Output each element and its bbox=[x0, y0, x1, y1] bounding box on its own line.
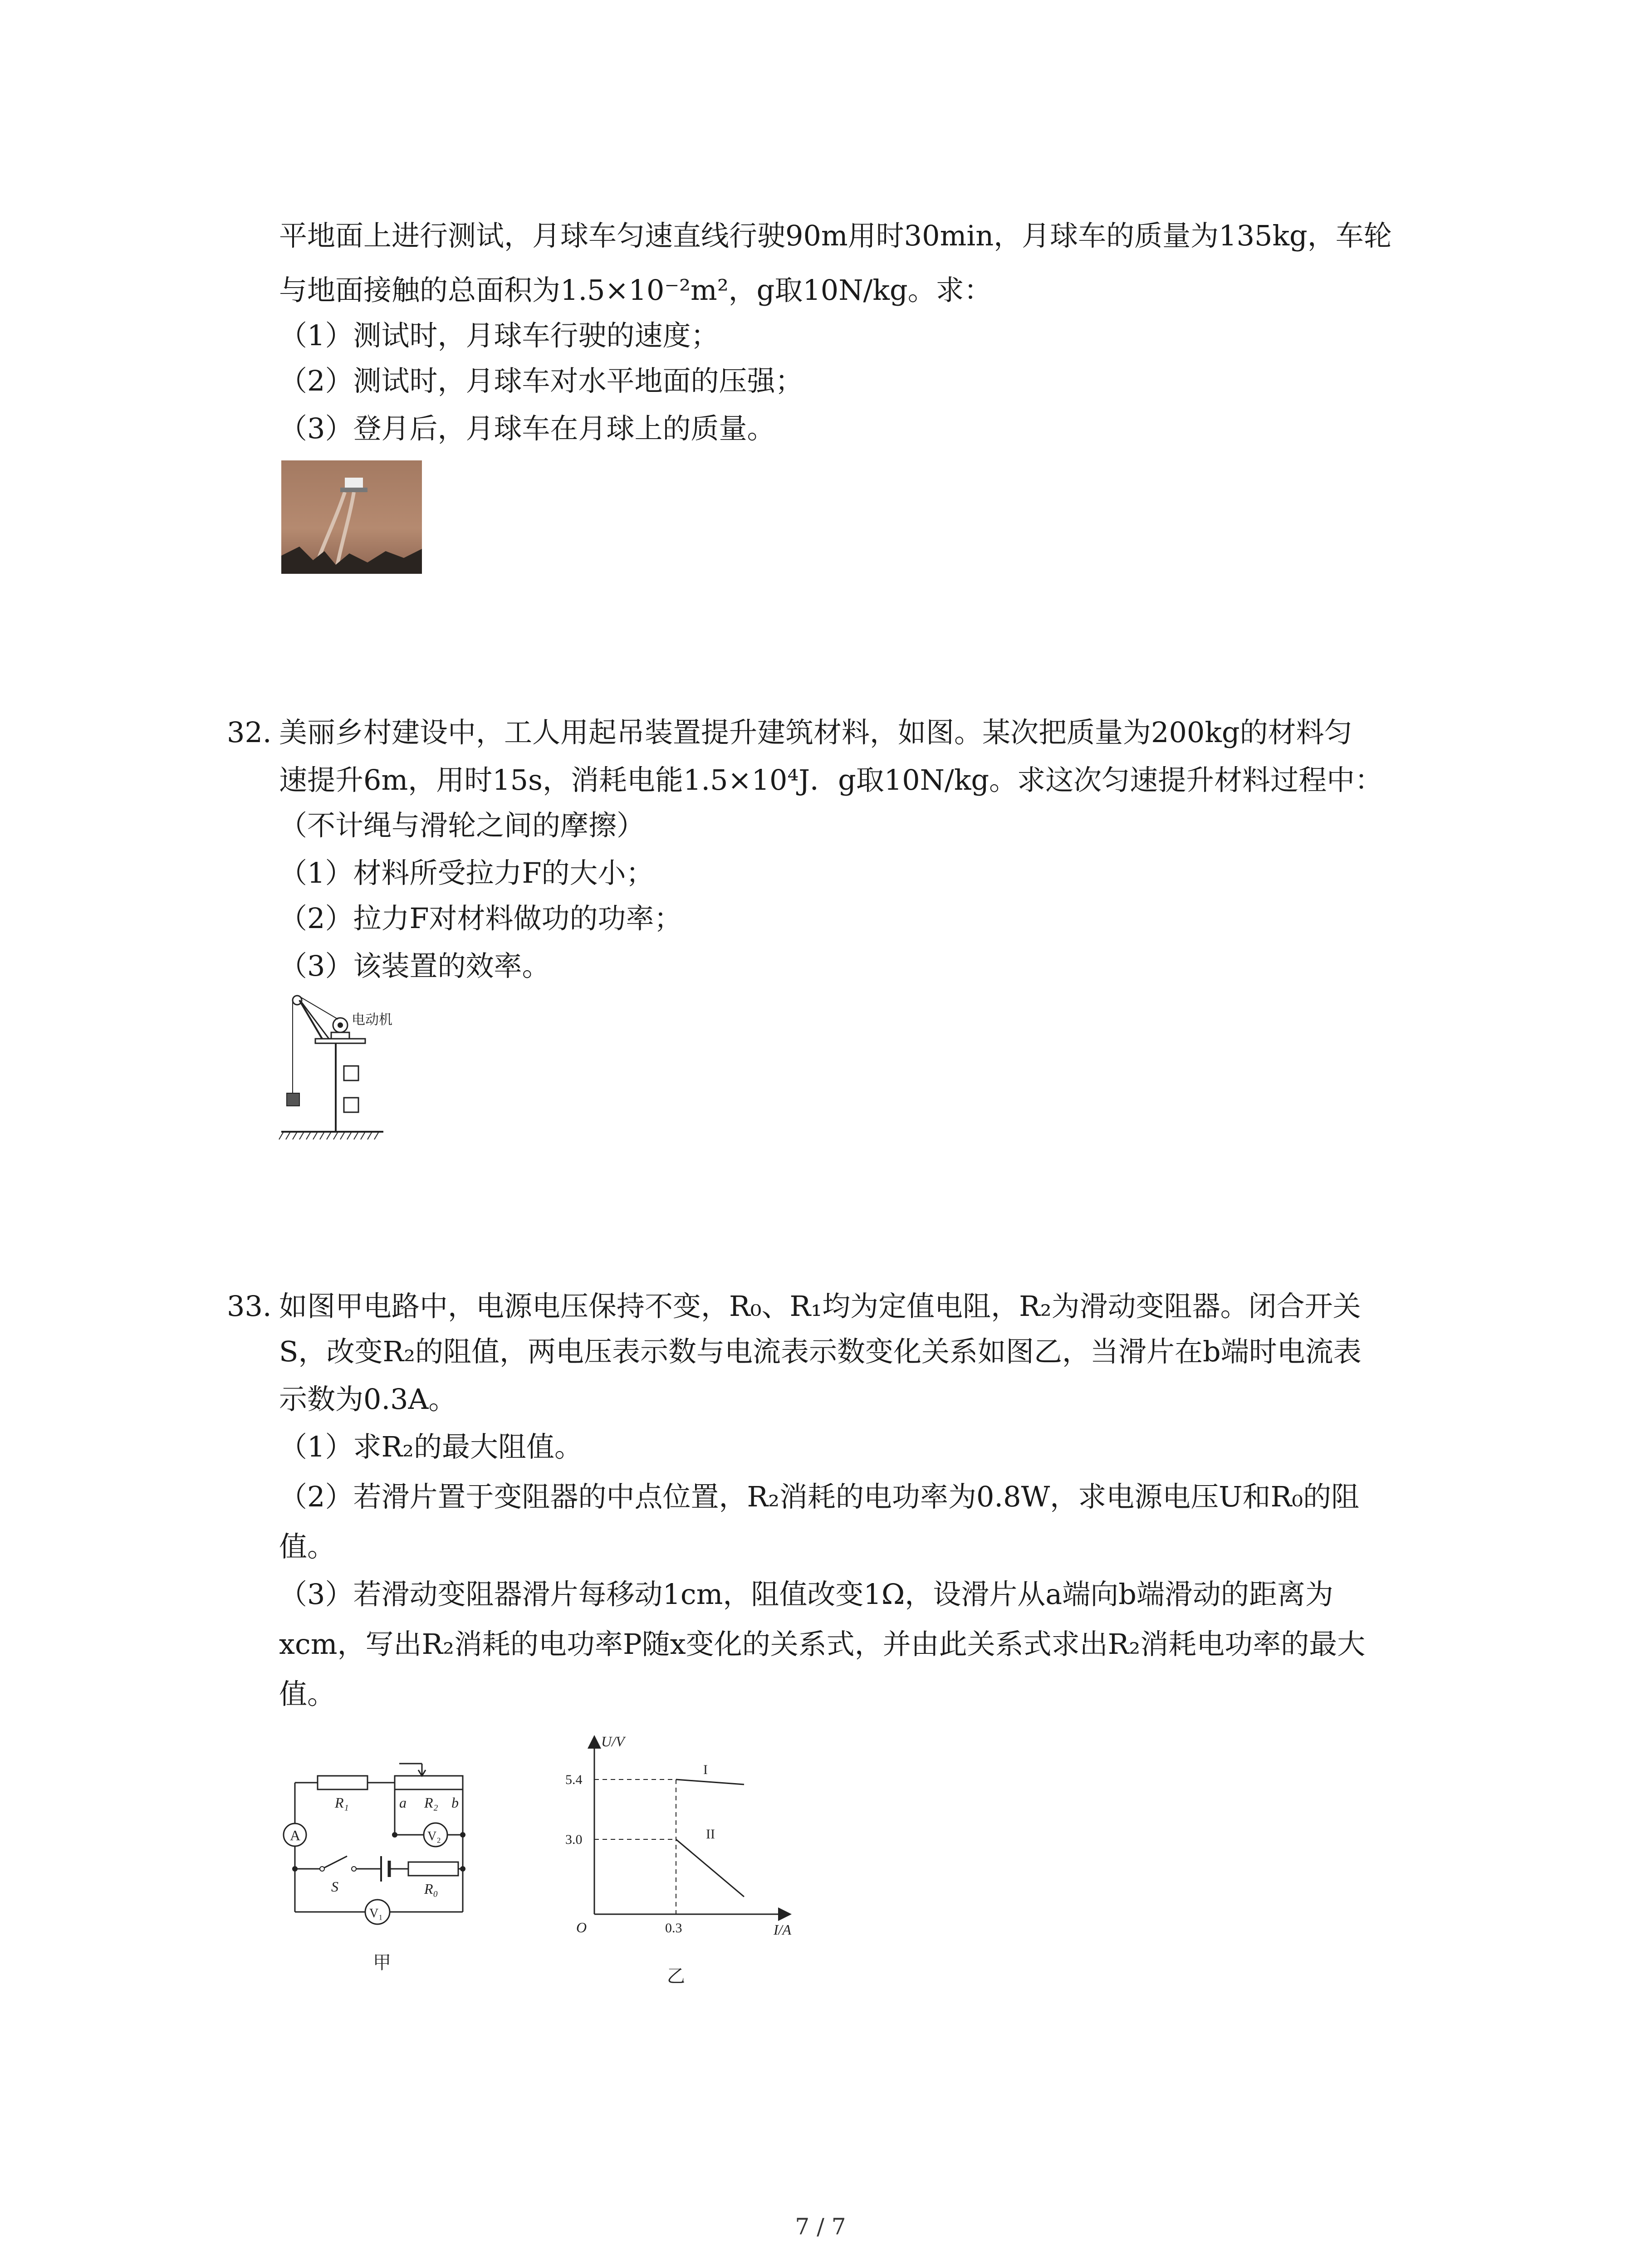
switch-label: S bbox=[331, 1878, 338, 1895]
problem-33-number: 33. bbox=[227, 1290, 272, 1323]
problem-31-line-3: （1）测试时，月球车行驶的速度； bbox=[279, 319, 719, 352]
problem-32-line-3: （不计绳与滑轮之间的摩擦） bbox=[279, 809, 645, 842]
problem-32-line-2: 速提升6m，用时15s，消耗电能1.5×10⁴J．g取10N/kg。求这次匀速提升材料过程中： bbox=[279, 763, 1383, 797]
circuit-caption: 甲 bbox=[373, 1952, 391, 1973]
problem-32-line-6: （3）该装置的效率。 bbox=[279, 949, 550, 982]
motor-label: 电动机 bbox=[352, 1012, 392, 1028]
problem-33-line-3: 示数为0.3A。 bbox=[279, 1383, 457, 1416]
label-R1: R₁ bbox=[335, 1794, 349, 1811]
lunar-rover-photo bbox=[281, 460, 422, 576]
problem-31-line-2: 与地面接触的总面积为1.5×10⁻²m²，g取10N/kg。求： bbox=[279, 274, 992, 307]
graph-caption: 乙 bbox=[667, 1966, 685, 1987]
problem-31-line-1: 平地面上进行测试，月球车匀速直线行驶90m用时30min，月球车的质量为135kg，车轮 bbox=[279, 219, 1392, 252]
x-tick-label: 0.3 bbox=[665, 1921, 682, 1936]
problem-32-line-1: 美丽乡村建设中，工人用起吊装置提升建筑材料，如图。某次把质量为200kg的材料匀 bbox=[279, 716, 1352, 749]
problem-32-line-4: （1）材料所受拉力F的大小； bbox=[279, 856, 654, 890]
problem-33-line-8: xcm，写出R₂消耗的电功率P随x变化的关系式，并由此关系式求出R₂消耗电功率的最大 bbox=[279, 1628, 1366, 1661]
y-axis-label: U/V bbox=[601, 1733, 625, 1750]
problem-33-line-9: 值。 bbox=[279, 1677, 336, 1711]
voltmeter-2-label: V₂ bbox=[427, 1829, 441, 1843]
problem-33-line-7: （3）若滑动变阻器滑片每移动1cm，阻值改变1Ω，设滑片从a端向b端滑动的距离为 bbox=[279, 1578, 1333, 1611]
y-tick-label: 5.4 bbox=[565, 1772, 583, 1787]
ammeter-label: A bbox=[290, 1827, 301, 1843]
label-b: b bbox=[451, 1794, 459, 1811]
problem-33-line-1: 如图甲电路中，电源电压保持不变，R₀、R₁均为定值电阻，R₂为滑动变阻器。闭合开关 bbox=[279, 1290, 1361, 1323]
problem-33-line-2: S，改变R₂的阻值，两电压表示数与电流表示数变化关系如图乙，当滑片在b端时电流表 bbox=[279, 1335, 1362, 1368]
voltage-current-graph bbox=[558, 1733, 812, 1993]
crane-figure bbox=[272, 993, 417, 1149]
voltmeter-1-label: V₁ bbox=[369, 1906, 383, 1921]
origin-label: O bbox=[576, 1919, 587, 1936]
series-line-2 bbox=[676, 1839, 744, 1897]
circuit-diagram bbox=[272, 1755, 508, 1993]
y-tick-label: 3.0 bbox=[565, 1832, 583, 1847]
problem-31-line-5: （3）登月后，月球车在月球上的质量。 bbox=[279, 412, 775, 445]
problem-33-line-4: （1）求R₂的最大阻值。 bbox=[279, 1430, 583, 1463]
series-II-label: II bbox=[706, 1827, 715, 1842]
label-a: a bbox=[399, 1794, 407, 1811]
page-number: 7 / 7 bbox=[795, 2214, 846, 2240]
series-I-label: I bbox=[703, 1762, 708, 1777]
label-R0: R₀ bbox=[424, 1881, 438, 1897]
label-R2: R₂ bbox=[424, 1794, 438, 1811]
problem-33-line-6: 值。 bbox=[279, 1530, 336, 1563]
series-line-1 bbox=[676, 1779, 744, 1784]
x-axis-label: I/A bbox=[774, 1921, 792, 1938]
problem-32-line-5: （2）拉力F对材料做功的功率； bbox=[279, 902, 682, 935]
problem-31-line-4: （2）测试时，月球车对水平地面的压强； bbox=[279, 364, 803, 397]
problem-32-number: 32. bbox=[227, 716, 272, 749]
problem-33-line-5: （2）若滑片置于变阻器的中点位置，R₂消耗的电功率为0.8W，求电源电压U和R₀的阻 bbox=[279, 1480, 1360, 1513]
